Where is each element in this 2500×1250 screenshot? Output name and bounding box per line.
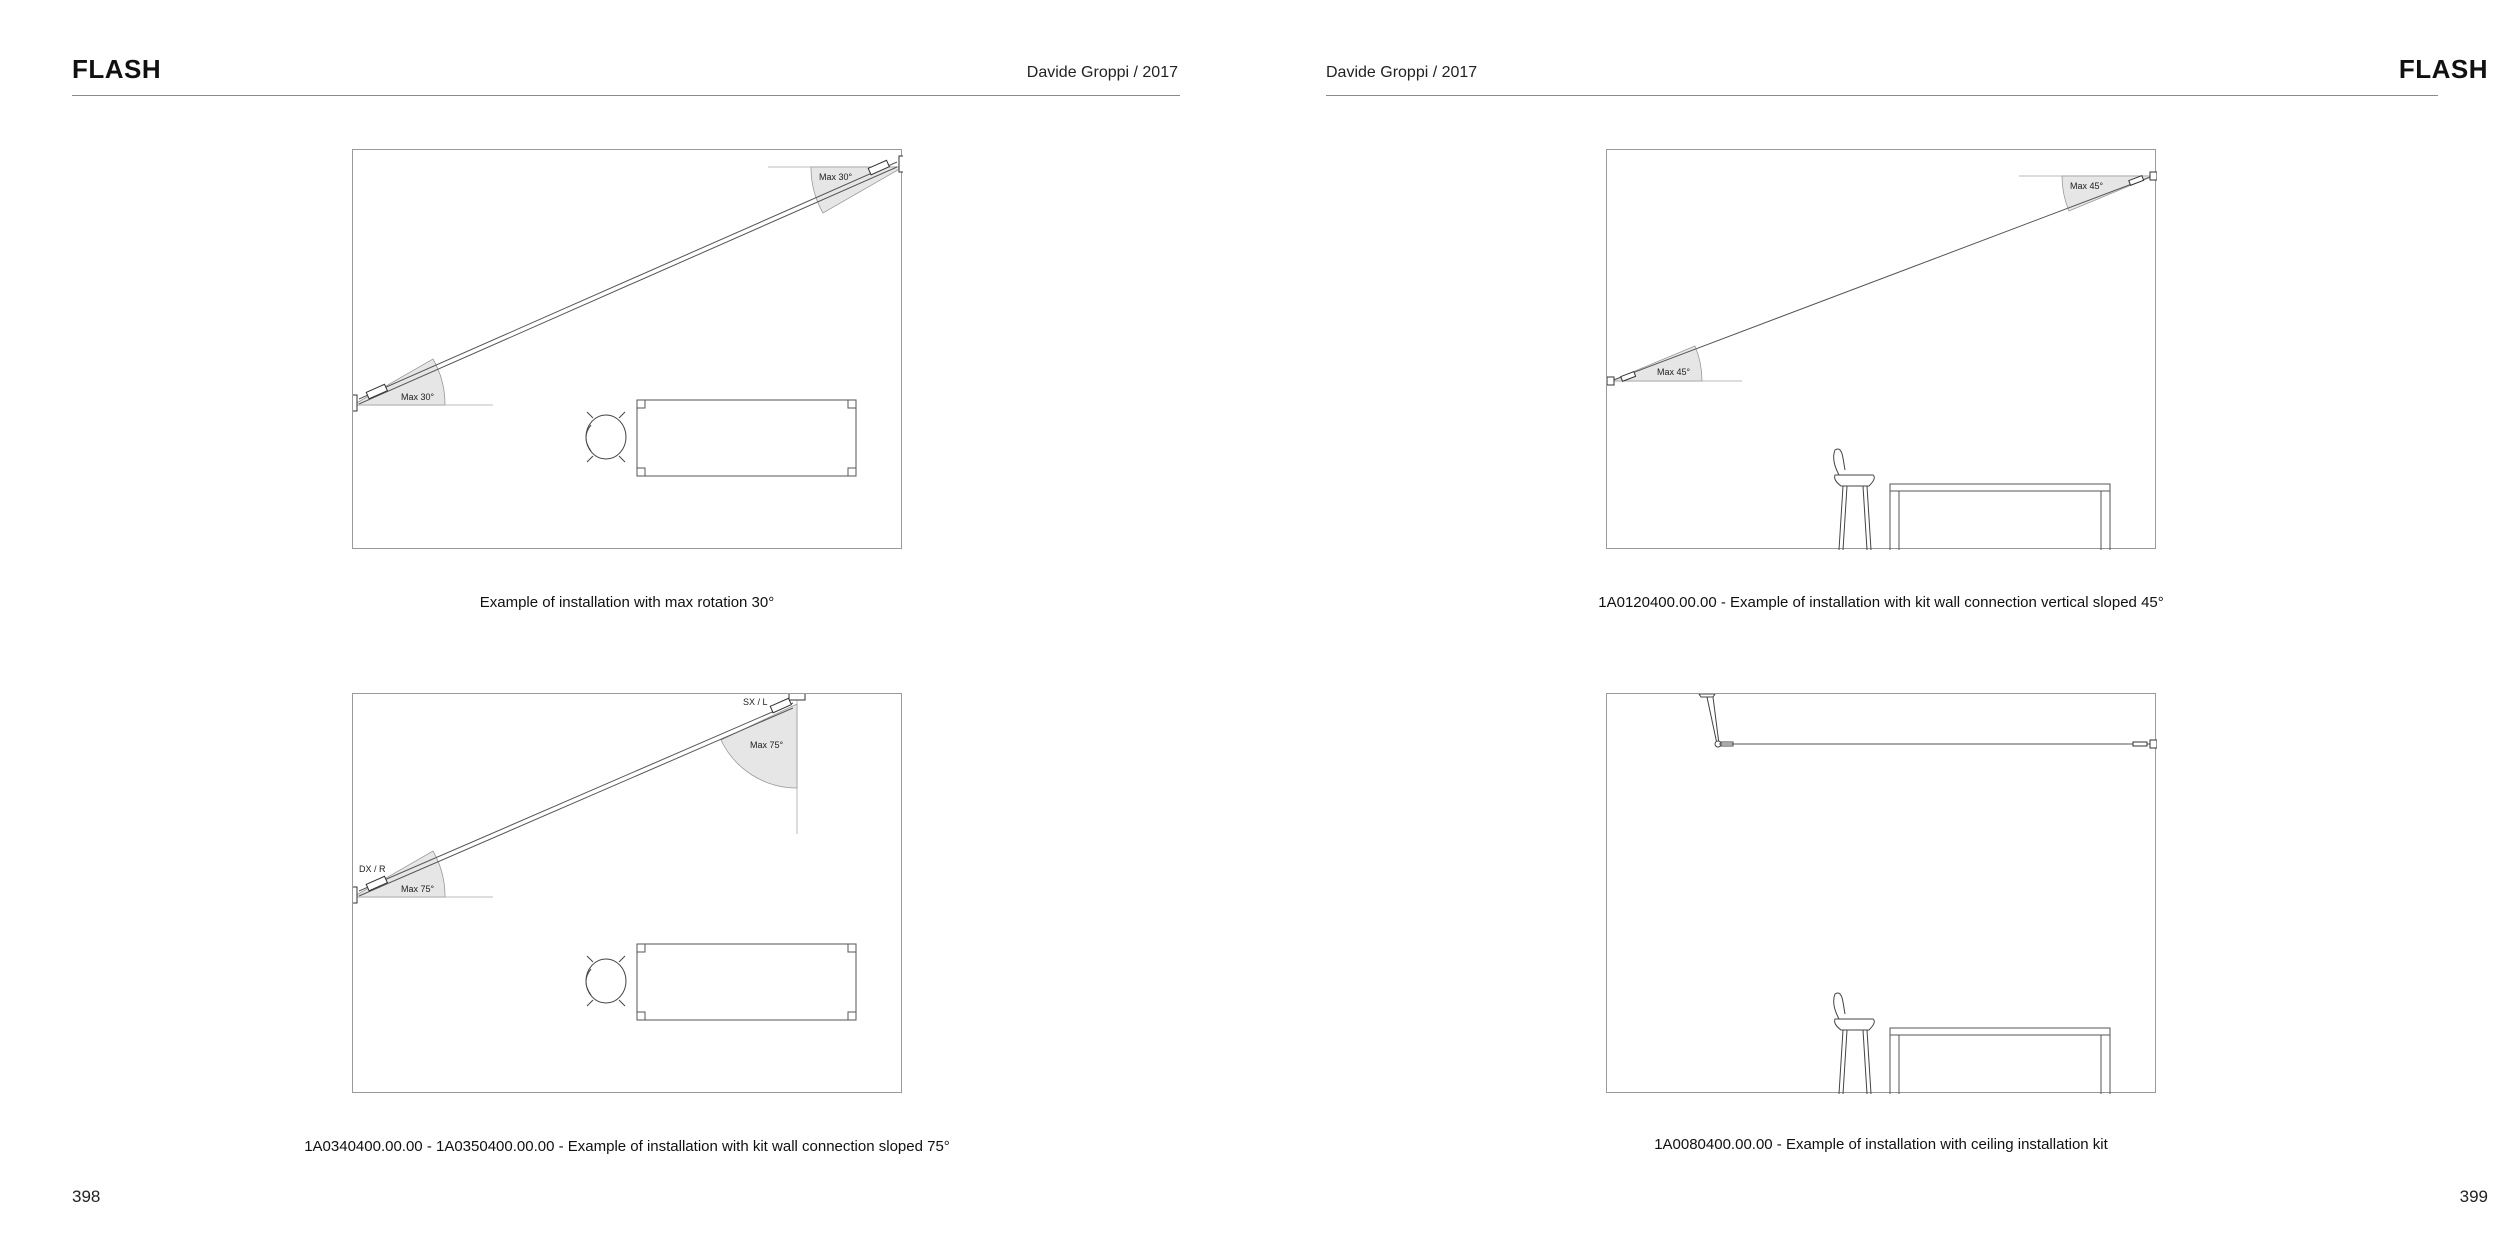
angle-label-top: Max 45° [2070,181,2104,191]
page-number: 398 [72,1187,101,1206]
brand-title: FLASH [2398,54,2488,84]
figure-caption: 1A0080400.00.00 - Example of installation with ceiling installation kit [1654,1136,2108,1153]
chair-plan-icon [586,412,626,462]
page-number: 399 [2459,1187,2488,1206]
angle-label-bottom: Max 75° [401,884,435,894]
side-label-top: SX / L [743,697,768,707]
installation-drawing [353,150,903,550]
angle-label-top: Max 30° [819,172,853,182]
figure-caption: 1A0120400.00.00 - Example of installation with kit wall connection vertical sloped 45° [1598,594,2164,611]
side-label-bottom: DX / R [359,864,386,874]
figure-max-rotation-30 [352,149,902,549]
header-rule [72,95,1180,96]
figure-wall-connection-75 [352,693,902,1093]
header-rule [1326,95,2438,96]
angle-label-top: Max 75° [750,740,784,750]
chair-plan-icon [586,956,626,1006]
installation-drawing [1607,694,2157,1094]
figure-caption: Example of installation with max rotation 30° [479,594,775,611]
author-credit: Davide Groppi / 2017 [1326,64,1478,81]
chair-side-icon [1834,449,1875,550]
installation-drawing [353,694,903,1094]
figure-vertical-45 [1606,149,2156,549]
author-credit: Davide Groppi / 2017 [1026,64,1178,81]
angle-label-bottom: Max 30° [401,392,435,402]
figure-caption: 1A0340400.00.00 - 1A0350400.00.00 - Example of installation with kit wall connection sloped 75° [304,1138,950,1155]
table-plan-icon [637,400,856,476]
angle-label-bottom: Max 45° [1657,367,1691,377]
table-side-icon [1890,484,2110,550]
figure-ceiling-kit [1606,693,2156,1093]
right-page [1250,0,2500,1250]
table-plan-icon [637,944,856,1020]
brand-title: FLASH [72,54,162,84]
table-side-icon [1890,1028,2110,1094]
installation-drawing [1607,150,2157,550]
chair-side-icon [1834,993,1875,1094]
